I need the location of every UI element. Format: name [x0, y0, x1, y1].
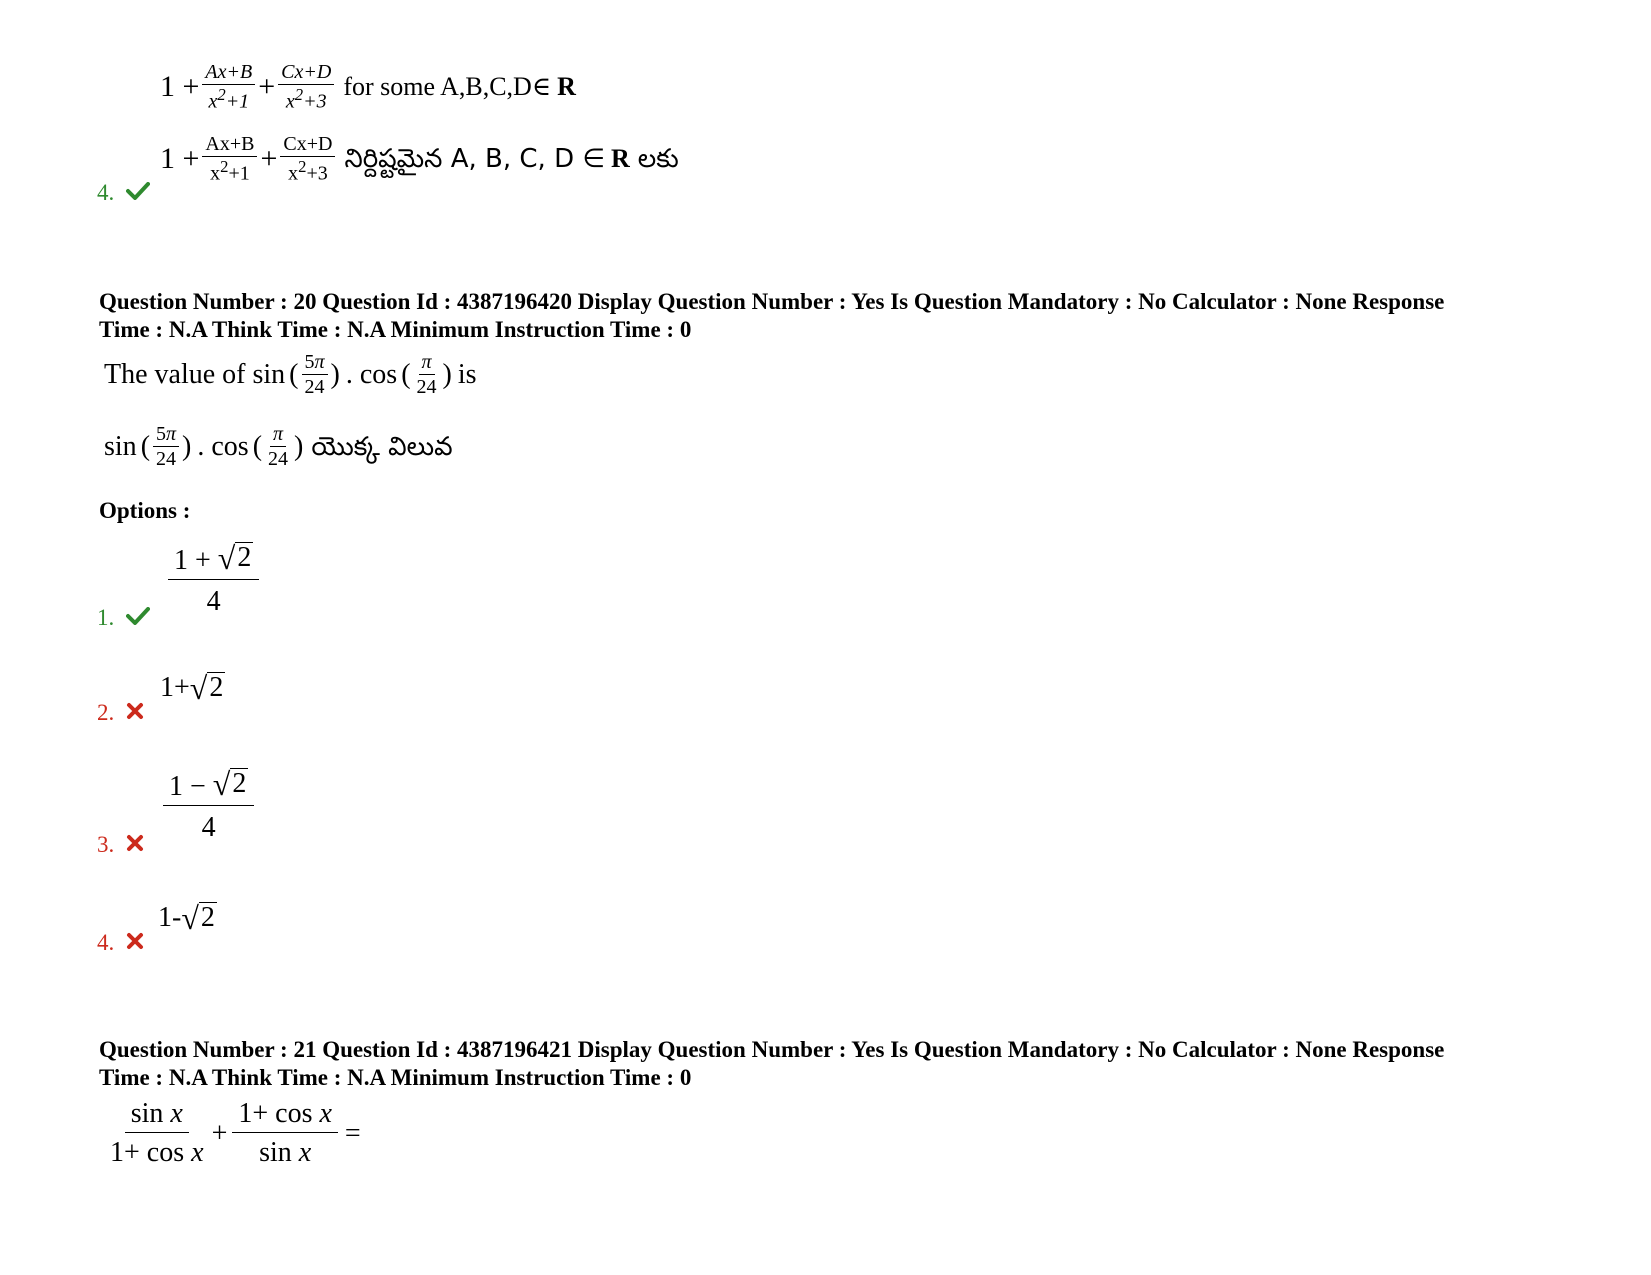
- expression-suffix-telugu: నిర్దిష్టమైన A, B, C, D ∈: [344, 143, 606, 174]
- meta-line-2: Time : N.A Think Time : N.A Minimum Instruction Time : 0: [99, 317, 692, 342]
- expression-suffix: for some A,B,C,D∈: [343, 71, 552, 101]
- check-icon: [126, 180, 150, 206]
- question-21-meta: [99, 1036, 1579, 1092]
- meta-line-2: Time : N.A Think Time : N.A Minimum Instruction Time : 0: [99, 1065, 692, 1090]
- option-number-label: 4.: [97, 180, 115, 205]
- option-number-label: 3.: [97, 832, 115, 857]
- option-number-label: 2.: [97, 700, 115, 725]
- option-4-number: [97, 930, 144, 956]
- expression-end-telugu: లకు: [637, 143, 679, 174]
- cross-icon: [126, 700, 144, 726]
- real-set-symbol: R: [557, 71, 576, 101]
- question-suffix: is: [457, 358, 477, 390]
- option-4-expression: 1- √ 2: [158, 900, 215, 936]
- question-20-text-english: The value of sin ( $\frac{5\pi}{24}$ ) . cos ( $\frac{\pi}{24}$ ) is: [104, 351, 477, 398]
- meta-line-1: Question Number : 20 Question Id : 4387196420 Display Question Number : Yes Is Question Mandatory : No Calculator : None Response: [99, 289, 1445, 314]
- check-icon: [126, 605, 150, 631]
- option-1-number: [97, 605, 150, 631]
- question-mid-telugu: . cos: [197, 430, 249, 462]
- meta-line-1: Question Number : 21 Question Id : 4387196421 Display Question Number : Yes Is Question Mandatory : No Calculator : None Response: [99, 1037, 1445, 1062]
- options-label: Options :: [99, 498, 191, 523]
- question-20-text-telugu: sin ( $\frac{5\pi}{24}$ ) . cos ( $\frac{\pi}{24}$ ) యొక్క విలువ: [104, 423, 453, 470]
- question-mid: . cos: [345, 358, 398, 390]
- option-3-number: [97, 832, 144, 858]
- option-number: [97, 180, 150, 206]
- question-prefix-telugu: sin: [104, 430, 137, 462]
- real-set-symbol: R: [611, 143, 630, 173]
- question-20-meta: [99, 288, 1579, 344]
- option-2-expression: 1+ √ 2: [160, 670, 224, 706]
- option-2-number: [97, 700, 144, 726]
- option-number-label: 1.: [97, 605, 115, 630]
- cross-icon: [126, 832, 144, 858]
- cross-icon: [126, 930, 144, 956]
- option-3-expression: 1 − √ 2 4: [160, 768, 257, 842]
- question-prefix: The value of sin: [104, 358, 286, 390]
- question-21-expression: $\frac{\text{sin x}}{\text{1+ cos x}}$ + $\frac{\text{1+ cos x}}{\text{sin x}}$ =: [110, 1098, 361, 1168]
- option-1-expression: 1 + √ 2 4: [165, 542, 262, 616]
- option-number-label: 4.: [97, 930, 115, 955]
- option-4-expression-english: 1 + $\frac{Ax+B}{x^2+1}$ + $\frac{Cx+D}{x^2+3}$ for some A,B,C,D∈ R: [160, 61, 576, 113]
- option-4-expression-telugu: 1 + $\frac{Ax+B}{x^2+1}$ + $\frac{Cx+D}{x^2+3}$ నిర్దిష్టమైన A, B, C, D ∈ R లకు: [160, 133, 679, 185]
- question-suffix-telugu: యొక్క విలువ: [311, 431, 453, 462]
